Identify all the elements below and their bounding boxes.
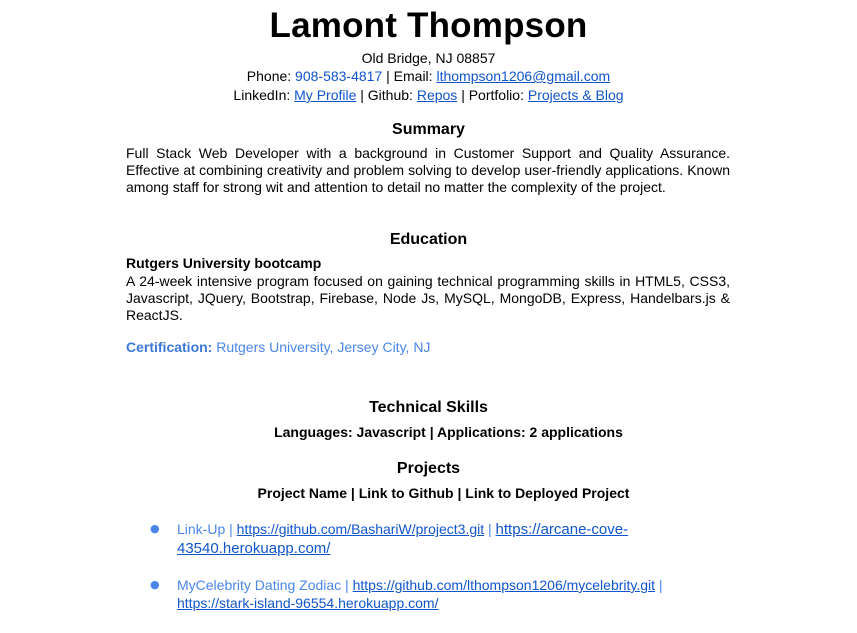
certification-label: Certification: (126, 339, 213, 355)
project-deployed-link[interactable]: https://stark-island-96554.herokuapp.com/ (177, 595, 439, 611)
skills-heading: Technical Skills (369, 399, 488, 416)
projects-columns: Project Name | Link to Github | Link to Deployed Project (257, 485, 630, 501)
bullet-icon: ● (150, 578, 160, 591)
summary-text: Full Stack Web Developer with a background in Customer Support and Quality Assurance. Effective at combining creativity and problem solving to develop user-friendly applications. Known among staff for strong wit and attention to detail no matter the complexity of the project. (126, 145, 730, 195)
project-name: Link-Up | (177, 521, 233, 537)
address: Old Bridge, NJ 08857 (361, 50, 496, 66)
project-deployed-link[interactable]: https://arcane-cove-43540.herokuapp.com/ (177, 521, 629, 557)
school-name: Rutgers University bootcamp (126, 255, 322, 271)
summary-heading: Summary (392, 121, 465, 138)
project-name: MyCelebrity Dating Zodiac | (177, 577, 349, 593)
phone-number[interactable]: 908-583-4817 (295, 68, 383, 84)
bullet-icon: ● (150, 522, 160, 535)
phone-label: Phone: (246, 68, 292, 84)
linkedin-link[interactable]: My Profile (294, 87, 357, 103)
linkedin-label: LinkedIn: (233, 87, 291, 103)
profiles-line (0, 86, 857, 104)
project-github-link[interactable]: https://github.com/lthompson1206/mycelebrity.git (352, 577, 656, 593)
project-item-link-up (177, 520, 737, 558)
candidate-name: Lamont Thompson (269, 6, 588, 45)
github-label: | Github: (360, 87, 413, 103)
project-item-mycelebrity (177, 576, 737, 612)
education-description: A 24-week intensive program focused on gaining technical programming skills in HTML5, CSS3, Javascript, JQuery, Bootstrap, Firebase, Node Js, MySQL, MongoDB, Express, Handelbars.js & ReactJS. (126, 273, 730, 323)
certification-line (126, 339, 730, 356)
education-heading: Education (389, 231, 468, 248)
email-label: | Email: (386, 68, 433, 84)
github-link[interactable]: Repos (416, 87, 458, 103)
project-separator: | (484, 521, 496, 537)
projects-heading: Projects (396, 460, 461, 477)
project-separator: | (655, 577, 663, 593)
contact-line (0, 67, 857, 85)
portfolio-label: | Portfolio: (461, 87, 524, 103)
skills-line: Languages: Javascript | Applications: 2 applications (274, 424, 623, 440)
certification-value: Rutgers University, Jersey City, NJ (212, 339, 431, 355)
portfolio-link[interactable]: Projects & Blog (527, 87, 624, 103)
project-github-link[interactable]: https://github.com/BashariW/project3.git (236, 521, 485, 537)
email-link[interactable]: lthompson1206@gmail.com (436, 68, 611, 84)
